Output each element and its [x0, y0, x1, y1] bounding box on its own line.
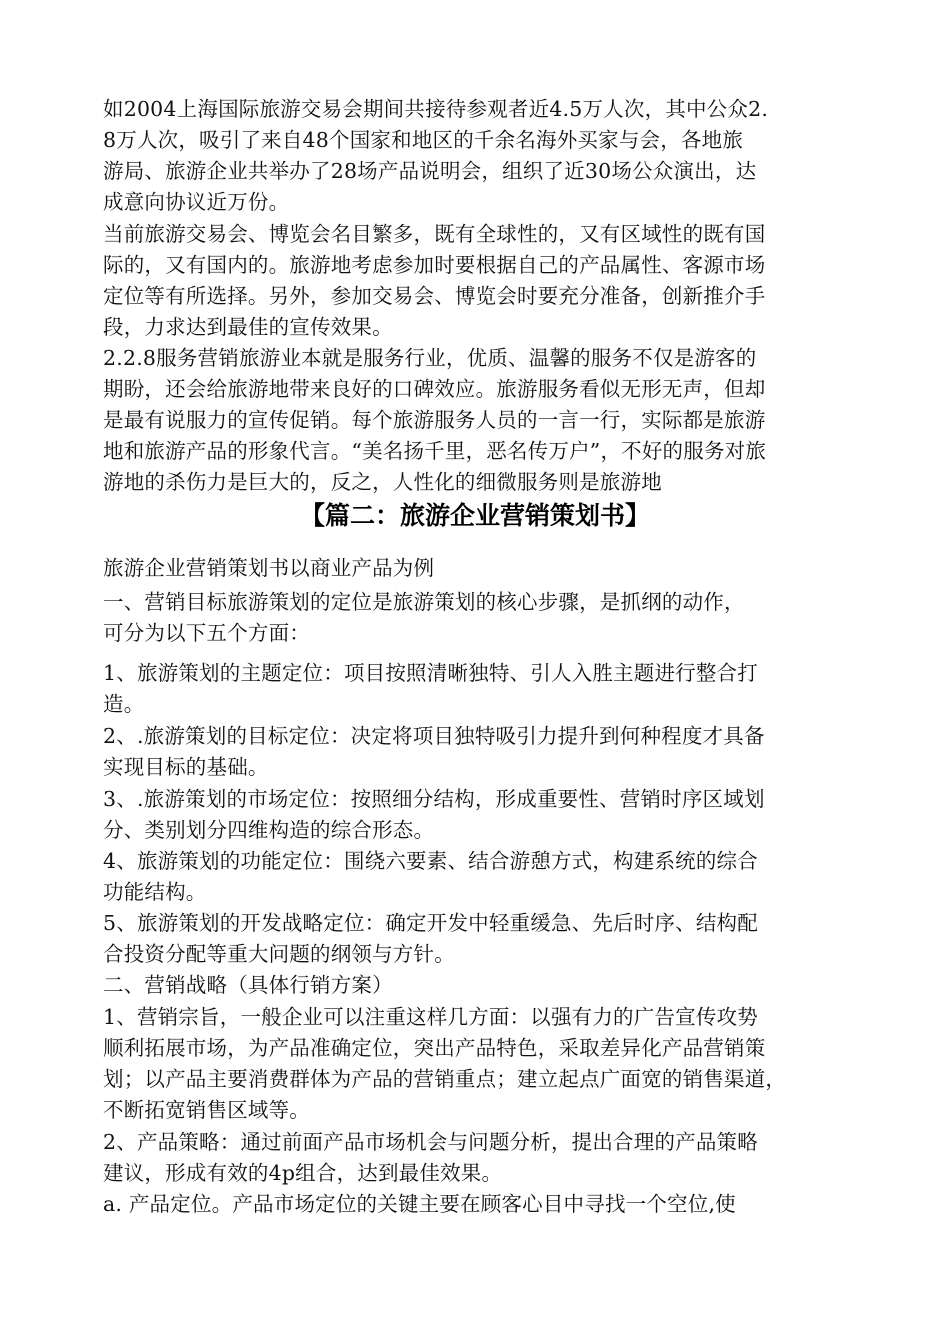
- paragraph-line: 一、营销目标旅游策划的定位是旅游策划的核心步骤，是抓纲的动作，: [103, 590, 745, 614]
- paragraph-line: 2、产品策略：通过前面产品市场机会与问题分析，提出合理的产品策略: [103, 1130, 758, 1154]
- paragraph-line: a. 产品定位。产品市场定位的关键主要在顾客心目中寻找一个空位,使: [103, 1192, 736, 1216]
- paragraph-line: 3、.旅游策划的市场定位：按照细分结构，形成重要性、营销时序区域划: [103, 787, 765, 811]
- paragraph-line: 期盼，还会给旅游地带来良好的口碑效应。旅游服务看似无形无声，但却: [103, 377, 766, 401]
- paragraph-line: 如2004上海国际旅游交易会期间共接待参观者近4.5万人次，其中公众2.: [103, 97, 769, 121]
- paragraph-line: 可分为以下五个方面：: [103, 621, 310, 645]
- section-heading: 【篇二：旅游企业营销策划书】: [299, 501, 650, 530]
- paragraph-line: 游局、旅游企业共举办了28场产品说明会，组织了近30场公众演出，达: [103, 159, 757, 183]
- paragraph-line: 顺利拓展市场，为产品准确定位，突出产品特色，采取差异化产品营销策: [103, 1036, 766, 1060]
- paragraph-line: 实现目标的基础。: [103, 755, 269, 779]
- paragraph-line: 1、营销宗旨，一般企业可以注重这样几方面：以强有力的广告宣传攻势: [103, 1005, 758, 1029]
- paragraph-line: 分、类别划分四维构造的综合形态。: [103, 818, 435, 842]
- paragraph-line: 旅游企业营销策划书以商业产品为例: [103, 556, 435, 580]
- paragraph-line: 5、旅游策划的开发战略定位：确定开发中轻重缓急、先后时序、结构配: [103, 911, 758, 935]
- paragraph-line: 划；以产品主要消费群体为产品的营销重点；建立起点广面宽的销售渠道，: [103, 1067, 787, 1091]
- paragraph-line: 游地的杀伤力是巨大的，反之，人性化的细微服务则是旅游地: [103, 470, 662, 494]
- paragraph-line: 是最有说服力的宣传促销。每个旅游服务人员的一言一行，实际都是旅游: [103, 408, 766, 432]
- paragraph-line: 际的，又有国内的。旅游地考虑参加时要根据自己的产品属性、客源市场: [103, 253, 766, 277]
- paragraph-line: 地和旅游产品的形象代言。“美名扬千里，恶名传万户”，不好的服务对旅: [103, 439, 767, 463]
- paragraph-line: 建议，形成有效的4p组合，达到最佳效果。: [103, 1161, 503, 1185]
- paragraph-line: 1、旅游策划的主题定位：项目按照清晰独特、引人入胜主题进行整合打: [103, 661, 758, 685]
- paragraph-line: 成意向协议近万份。: [103, 190, 290, 214]
- paragraph-line: 2、.旅游策划的目标定位：决定将项目独特吸引力提升到何种程度才具备: [103, 724, 765, 748]
- paragraph-line: 合投资分配等重大问题的纲领与方针。: [103, 942, 455, 966]
- paragraph-line: 2.2.8服务营销旅游业本就是服务行业，优质、温馨的服务不仅是游客的: [103, 346, 757, 370]
- paragraph-line: 8万人次，吸引了来自48个国家和地区的千余名海外买家与会，各地旅: [103, 128, 744, 152]
- paragraph-line: 4、旅游策划的功能定位：围绕六要素、结合游憩方式，构建系统的综合: [103, 849, 758, 873]
- paragraph-line: 造。: [103, 692, 145, 716]
- paragraph-line: 当前旅游交易会、博览会名目繁多，既有全球性的，又有区域性的既有国: [103, 222, 766, 246]
- paragraph-line: 不断拓宽销售区域等。: [103, 1098, 310, 1122]
- paragraph-line: 段，力求达到最佳的宣传效果。: [103, 315, 393, 339]
- paragraph-line: 功能结构。: [103, 880, 207, 904]
- paragraph-line: 二、营销战略（具体行销方案）: [103, 973, 393, 997]
- paragraph-line: 定位等有所选择。另外，参加交易会、博览会时要充分准备，创新推介手: [103, 284, 766, 308]
